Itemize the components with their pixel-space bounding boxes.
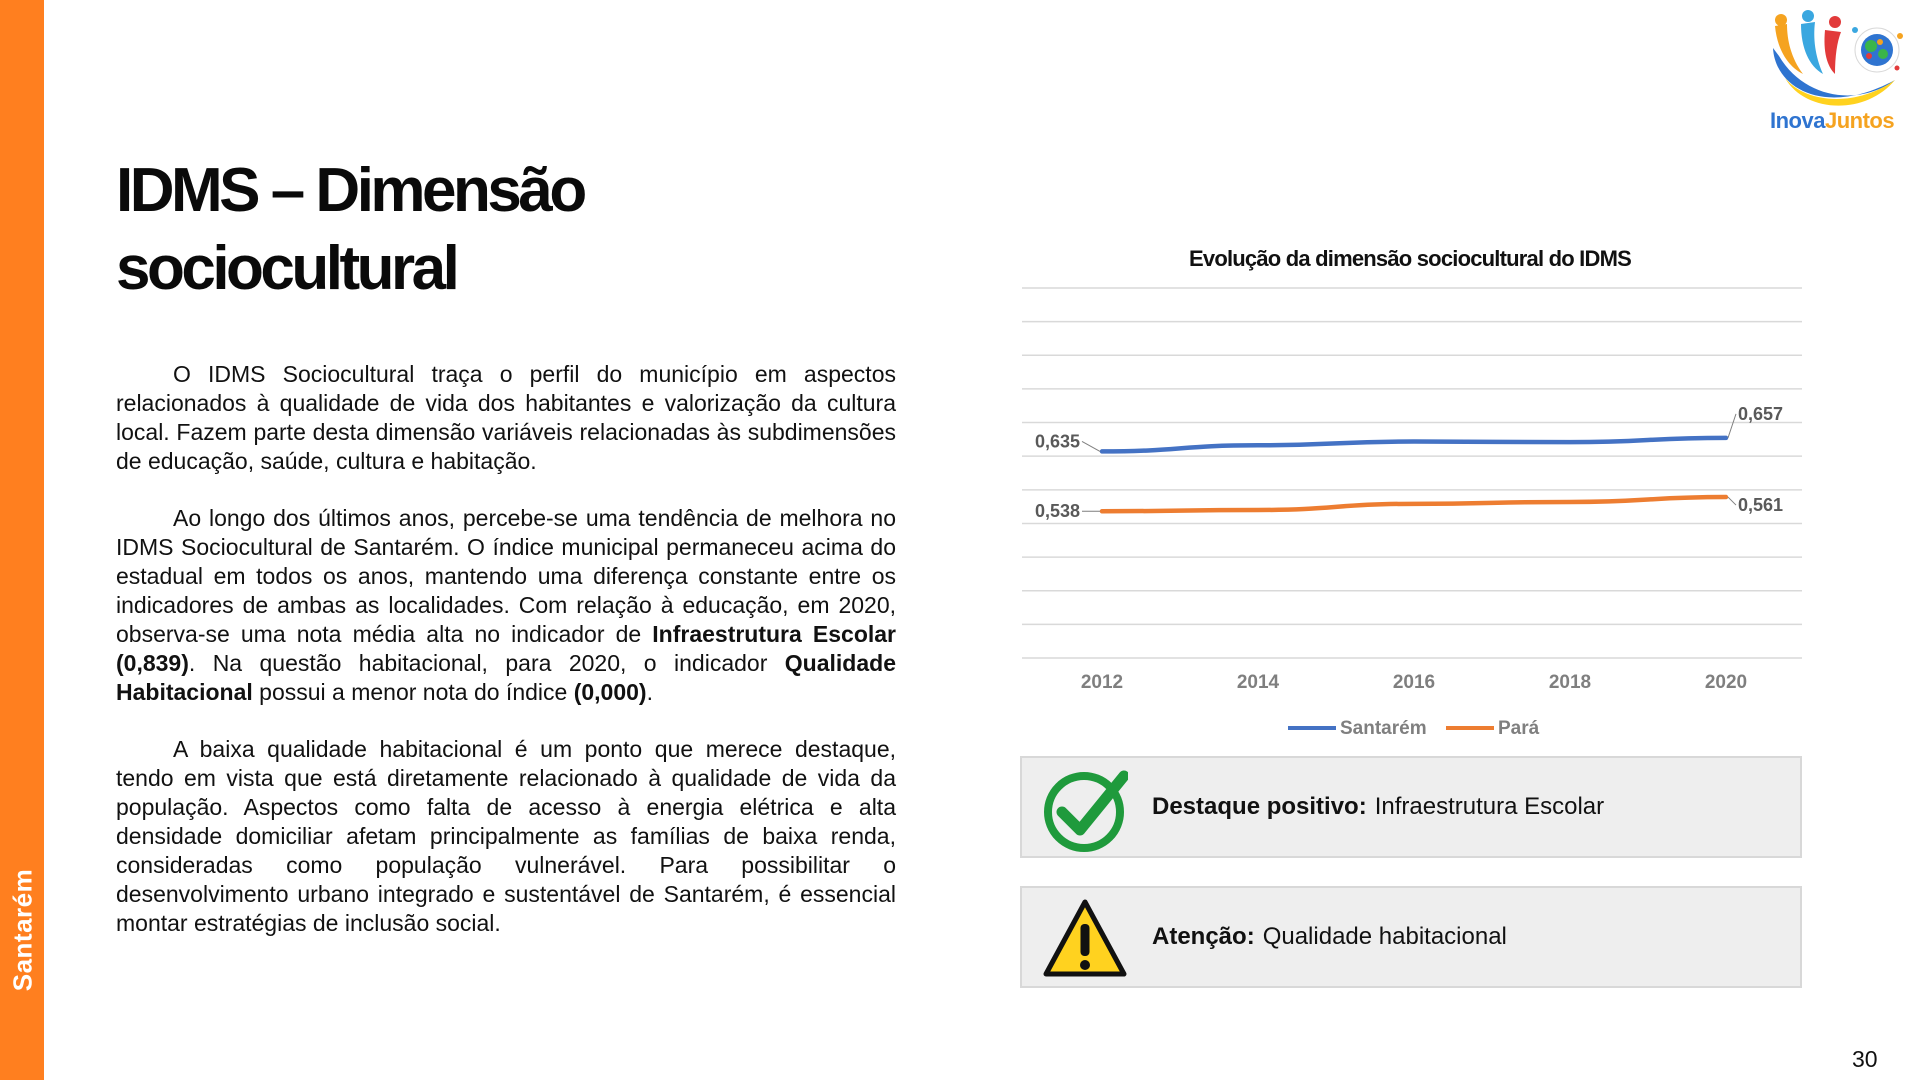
x-tick-label: 2014 <box>1236 672 1280 693</box>
page-number: 30 <box>1852 1046 1878 1072</box>
positive-value: Infraestrutura Escolar <box>1374 793 1605 820</box>
p2-bold-qualidade: Qualidade Habitacional <box>116 650 896 705</box>
p2-text-c: . Na questão habitacional, para 2020, o indicador <box>188 650 785 676</box>
attention-highlight-box <box>1020 886 1802 988</box>
p2-bold-value: (0,000) <box>573 679 647 705</box>
attention-label: Atenção: <box>1152 923 1255 950</box>
title-line2: sociocultural <box>116 234 457 303</box>
logo-text-part1: Inova <box>1770 108 1825 133</box>
series-line-santarem <box>1102 438 1726 452</box>
positive-highlight-text <box>1152 758 1604 856</box>
chart-title: Evolução da dimensão sociocultural do IDMS <box>1189 246 1631 271</box>
title-line1: IDMS – Dimensão <box>116 156 584 225</box>
positive-label: Destaque positivo: <box>1152 793 1367 820</box>
data-label-leader <box>1082 441 1100 451</box>
body-text <box>116 360 896 966</box>
attention-highlight-text <box>1152 888 1507 986</box>
data-label-leader <box>1728 414 1736 438</box>
p2-text-a: Ao longo dos últimos anos, percebe-se uma tendência de melhora no IDMS Sociocultural de Santarém. O índice municipal permaneceu acima do estadual em todos os anos, mantendo uma diferença constante entre os indicadores de ambas as localidades. Com relação à educação, em 2020, observa-se uma nota média alta no indicador de <box>116 505 896 647</box>
data-label: 0,635 <box>1034 431 1080 452</box>
x-tick-label: 2018 <box>1548 672 1592 693</box>
x-tick-label: 2016 <box>1392 672 1436 693</box>
series-line-para <box>1102 497 1726 511</box>
paragraph-3: A baixa qualidade habitacional é um ponto que merece destaque, tendo em vista que está diretamente relacionado à qualidade de vida da população. Aspectos como falta de acesso à energia elétrica e alta densidade domiciliar afetam principalmente as famílias de baixa renda, consideradas como população vulnerável. Para possibilitar o desenvolvimento urbano integrado e sustentável de Santarém, é essencial montar estratégias de inclusão social. <box>116 736 896 936</box>
x-tick-label: 2012 <box>1080 672 1124 693</box>
data-label: 0,561 <box>1738 495 1784 516</box>
logo-text-part2: Juntos <box>1824 108 1895 133</box>
attention-value: Qualidade habitacional <box>1262 923 1507 950</box>
legend-label: Pará <box>1498 718 1540 739</box>
logo-text <box>1770 108 1894 134</box>
positive-highlight-box <box>1020 756 1802 858</box>
side-bar <box>0 0 44 1080</box>
paragraph-1: O IDMS Sociocultural traça o perfil do município em aspectos relacionados à qualidade de vida dos habitantes e valorização da cultura local. Fazem parte desta dimensão variáveis relacionadas às subdimensões de educação, saúde, cultura e habitação. <box>116 361 896 474</box>
p2-bold-infraestrutura: Infraestrutura Escolar (0,839) <box>116 621 896 676</box>
warning-icon <box>1042 896 1128 982</box>
municipality-label: Santarém <box>7 868 38 992</box>
data-label-leader <box>1728 497 1736 505</box>
paragraph-2 <box>116 504 896 707</box>
p2-text-g: . <box>646 679 653 705</box>
data-label: 0,538 <box>1034 501 1080 522</box>
p2-text-e: possui a menor nota do índice <box>252 679 574 705</box>
page-title <box>116 152 584 308</box>
line-chart <box>1010 270 1820 750</box>
checkmark-icon <box>1042 766 1128 852</box>
x-tick-label: 2020 <box>1704 672 1748 693</box>
data-label: 0,657 <box>1738 403 1784 424</box>
legend-label: Santarém <box>1340 718 1427 739</box>
